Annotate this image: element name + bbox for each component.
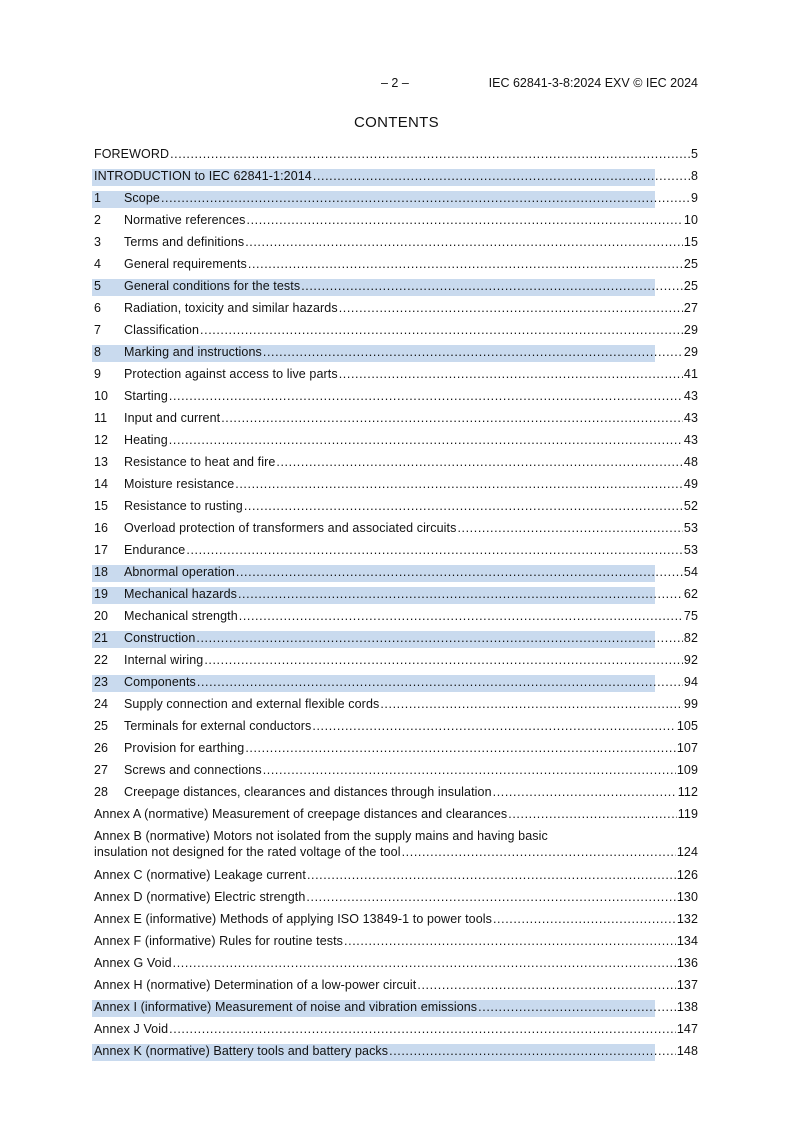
toc-entry-label: INTRODUCTION to IEC 62841-1:2014 [94, 169, 312, 183]
toc-entry-number: 9 [94, 367, 102, 381]
dot-leader [344, 934, 676, 948]
dot-leader [169, 433, 683, 447]
toc-entry[interactable] [94, 739, 698, 761]
toc-entry-label: Scope [124, 191, 160, 205]
toc-entry[interactable] [94, 1042, 698, 1064]
toc-entry-label: Annex I (informative) Measurement of noise and vibration emissions [94, 1000, 478, 1014]
toc-entry[interactable] [94, 783, 698, 805]
dot-leader [245, 741, 676, 755]
toc-entry-label: Abnormal operation [124, 565, 235, 579]
dot-leader [417, 978, 675, 992]
toc-entry-label: General conditions for the tests [124, 279, 301, 293]
dot-leader [402, 845, 676, 859]
toc-entry-number: 27 [94, 763, 109, 777]
toc-entry-page: 62 [683, 587, 698, 601]
toc-entry-page: 25 [683, 257, 698, 271]
toc-entry-page: 8 [690, 169, 698, 183]
toc-entry-page: 107 [676, 741, 698, 755]
toc-entry-page: 53 [683, 521, 698, 535]
toc-entry-number: 23 [94, 675, 109, 689]
toc-entry-label: Creepage distances, clearances and distances through insulation [124, 785, 492, 799]
toc-entry-label: FOREWORD [94, 147, 170, 161]
toc-entry-label: Marking and instructions [124, 345, 262, 359]
toc-entry-number: 28 [94, 785, 109, 799]
dot-leader [306, 890, 675, 904]
toc-entry-label: Annex E (informative) Methods of applying ISO 13849-1 to power tools [94, 912, 492, 926]
toc-entry-label: General requirements [124, 257, 247, 271]
toc-entry-label: Annex A (normative) Measurement of creepage distances and clearances [94, 807, 508, 821]
toc-entry[interactable] [94, 189, 698, 211]
toc-entry-label: Endurance [124, 543, 186, 557]
toc-entry[interactable] [94, 321, 698, 343]
toc-entry-page: 148 [676, 1044, 698, 1058]
toc-entry[interactable] [94, 497, 698, 519]
toc-entry[interactable] [94, 277, 698, 299]
dot-leader [312, 719, 675, 733]
dot-leader [263, 763, 676, 777]
toc-entry-page: 75 [683, 609, 698, 623]
toc-entry-page: 92 [683, 653, 698, 667]
toc-entry-label: insulation not designed for the rated voltage of the tool [94, 845, 401, 859]
dot-leader [170, 147, 690, 161]
toc-entry-label: Starting [124, 389, 168, 403]
toc-entry-page: 112 [677, 785, 698, 799]
toc-entry-number: 20 [94, 609, 109, 623]
toc-entry[interactable] [94, 910, 698, 932]
toc-entry-label: Moisture resistance [124, 477, 235, 491]
toc-entry-number: 26 [94, 741, 109, 755]
toc-entry-label: Input and current [124, 411, 221, 425]
toc-entry-page: 94 [683, 675, 698, 689]
toc-entry-page: 134 [676, 934, 698, 948]
toc-entry-number: 19 [94, 587, 109, 601]
toc-entry-number: 4 [94, 257, 102, 271]
dot-leader [248, 257, 683, 271]
toc-entry-number: 21 [94, 631, 109, 645]
dot-leader [245, 235, 683, 249]
toc-entry[interactable] [94, 717, 698, 739]
dot-leader [186, 543, 683, 557]
toc-entry-label: Provision for earthing [124, 741, 245, 755]
toc-entry-label: Annex K (normative) Battery tools and battery packs [94, 1044, 389, 1058]
toc-entry-label: Resistance to rusting [124, 499, 243, 513]
toc-entry[interactable] [94, 541, 698, 563]
toc-entry-number: 10 [94, 389, 109, 403]
toc-entry-label: Mechanical strength [124, 609, 238, 623]
toc-entry-number: 3 [94, 235, 102, 249]
toc-entry-page: 105 [676, 719, 698, 733]
toc-entry-number: 5 [94, 279, 102, 293]
toc-entry-page: 54 [683, 565, 698, 579]
toc-entry-label: Overload protection of transformers and associated circuits [124, 521, 457, 535]
dot-leader [204, 653, 683, 667]
toc-entry-label: Annex J Void [94, 1022, 169, 1036]
toc-entry-label: Supply connection and external flexible cords [124, 697, 380, 711]
toc-entry[interactable] [94, 805, 698, 827]
toc-entry-page: 43 [683, 389, 698, 403]
toc-entry-label: Annex G Void [94, 956, 172, 970]
toc-entry-label: Classification [124, 323, 200, 337]
dot-leader [457, 521, 682, 535]
toc-entry-page: 52 [683, 499, 698, 513]
toc-entry-page: 132 [676, 912, 698, 926]
toc-entry-number: 8 [94, 345, 102, 359]
toc-entry[interactable] [94, 651, 698, 673]
toc-entry[interactable] [94, 1020, 698, 1042]
toc-entry-number: 13 [94, 455, 109, 469]
toc-entry[interactable] [94, 866, 698, 888]
table-of-contents [94, 145, 698, 1064]
toc-entry-page: 126 [676, 868, 698, 882]
dot-leader [307, 868, 676, 882]
toc-entry-label: Terms and definitions [124, 235, 245, 249]
toc-entry[interactable] [94, 365, 698, 387]
toc-entry[interactable] [94, 563, 698, 585]
toc-entry-page: 136 [676, 956, 698, 970]
dot-leader [301, 279, 683, 293]
toc-entry[interactable] [94, 299, 698, 321]
toc-entry-label: Annex H (normative) Determination of a low-power circuit [94, 978, 417, 992]
toc-entry[interactable] [94, 343, 698, 365]
toc-entry-page: 25 [683, 279, 698, 293]
dot-leader [173, 956, 676, 970]
toc-entry-number: 1 [94, 191, 102, 205]
toc-entry-page: 10 [683, 213, 698, 227]
toc-entry-page: 48 [683, 455, 698, 469]
toc-entry-number: 25 [94, 719, 109, 733]
toc-entry-label: Terminals for external conductors [124, 719, 312, 733]
toc-entry-label: Construction [124, 631, 196, 645]
toc-entry-number: 14 [94, 477, 109, 491]
toc-entry-page: 41 [683, 367, 698, 381]
toc-entry-label: Annex C (normative) Leakage current [94, 868, 306, 882]
toc-entry-page: 99 [683, 697, 698, 711]
toc-entry-page: 130 [676, 890, 698, 904]
toc-entry[interactable] [94, 673, 698, 695]
toc-entry-number: 24 [94, 697, 109, 711]
toc-entry[interactable] [94, 211, 698, 233]
dot-leader [339, 367, 683, 381]
dot-leader [169, 1022, 676, 1036]
toc-entry[interactable] [94, 827, 698, 866]
dot-leader [239, 609, 683, 623]
toc-entry[interactable] [94, 976, 698, 998]
toc-entry-label: Internal wiring [124, 653, 204, 667]
toc-entry-label: Screws and connections [124, 763, 262, 777]
toc-entry[interactable] [94, 431, 698, 453]
dot-leader [276, 455, 682, 469]
toc-entry-label: Annex F (informative) Rules for routine tests [94, 934, 344, 948]
dot-leader [263, 345, 683, 359]
toc-entry[interactable] [94, 888, 698, 910]
dot-leader [247, 213, 683, 227]
toc-entry-label: Mechanical hazards [124, 587, 237, 601]
toc-entry-label: Heating [124, 433, 168, 447]
toc-entry-page: 53 [683, 543, 698, 557]
toc-entry-page: 27 [683, 301, 698, 315]
dot-leader [478, 1000, 676, 1014]
toc-entry-number: 7 [94, 323, 102, 337]
dot-leader [236, 565, 683, 579]
toc-entry[interactable] [94, 519, 698, 541]
contents-title: CONTENTS [354, 114, 439, 131]
toc-entry-number: 15 [94, 499, 109, 513]
dot-leader [235, 477, 683, 491]
toc-entry-page: 119 [677, 807, 698, 821]
dot-leader [221, 411, 683, 425]
toc-entry-page: 147 [676, 1022, 698, 1036]
toc-entry[interactable] [94, 255, 698, 277]
toc-entry[interactable] [94, 761, 698, 783]
toc-entry[interactable] [94, 453, 698, 475]
toc-entry-label: Normative references [124, 213, 246, 227]
toc-entry-page: 43 [683, 433, 698, 447]
toc-entry-label: Resistance to heat and fire [124, 455, 276, 469]
toc-entry-number: 16 [94, 521, 109, 535]
toc-entry[interactable] [94, 932, 698, 954]
toc-entry[interactable] [94, 167, 698, 189]
dot-leader [169, 389, 683, 403]
dot-leader [389, 1044, 676, 1058]
toc-entry-page: 49 [683, 477, 698, 491]
dot-leader [493, 912, 676, 926]
dot-leader [196, 631, 683, 645]
toc-entry-label: Protection against access to live parts [124, 367, 338, 381]
toc-entry-label: Radiation, toxicity and similar hazards [124, 301, 338, 315]
dot-leader [313, 169, 690, 183]
toc-entry-page: 29 [683, 323, 698, 337]
toc-entry[interactable] [94, 954, 698, 976]
toc-entry-label: Annex D (normative) Electric strength [94, 890, 306, 904]
toc-entry[interactable] [94, 629, 698, 651]
dot-leader [339, 301, 683, 315]
toc-entry[interactable] [94, 475, 698, 497]
toc-entry-number: 17 [94, 543, 109, 557]
dot-leader [161, 191, 690, 205]
toc-entry-number: 18 [94, 565, 109, 579]
toc-entry-page: 137 [676, 978, 698, 992]
toc-entry-page: 29 [683, 345, 698, 359]
toc-entry-number: 12 [94, 433, 109, 447]
toc-entry-number: 6 [94, 301, 102, 315]
dot-leader [197, 675, 683, 689]
toc-entry[interactable] [94, 607, 698, 629]
toc-entry[interactable] [94, 145, 698, 167]
toc-entry-page: 15 [683, 235, 698, 249]
toc-entry-number: 2 [94, 213, 102, 227]
dot-leader [238, 587, 683, 601]
toc-entry[interactable] [94, 695, 698, 717]
toc-entry-page: 5 [690, 147, 698, 161]
dot-leader [380, 697, 683, 711]
dot-leader [200, 323, 683, 337]
toc-entry-number: 22 [94, 653, 109, 667]
toc-entry-page: 9 [690, 191, 698, 205]
toc-entry-page: 43 [683, 411, 698, 425]
toc-entry[interactable] [94, 387, 698, 409]
dot-leader [508, 807, 676, 821]
dot-leader [244, 499, 683, 513]
toc-entry-number: 11 [94, 411, 108, 425]
toc-entry[interactable] [94, 233, 698, 255]
standard-reference: IEC 62841-3-8:2024 EXV © IEC 2024 [488, 76, 698, 90]
toc-entry-label-line1: Annex B (normative) Motors not isolated from the supply mains and having basic [94, 829, 548, 843]
toc-entry-page: 124 [676, 845, 698, 859]
toc-entry-page: 82 [683, 631, 698, 645]
toc-entry-page: 138 [676, 1000, 698, 1014]
toc-entry-page: 109 [676, 763, 698, 777]
toc-entry[interactable] [94, 998, 698, 1020]
page-number: – 2 – [381, 76, 409, 90]
toc-entry-label: Components [124, 675, 196, 689]
toc-entry[interactable] [94, 585, 698, 607]
toc-entry[interactable] [94, 409, 698, 431]
dot-leader [493, 785, 677, 799]
